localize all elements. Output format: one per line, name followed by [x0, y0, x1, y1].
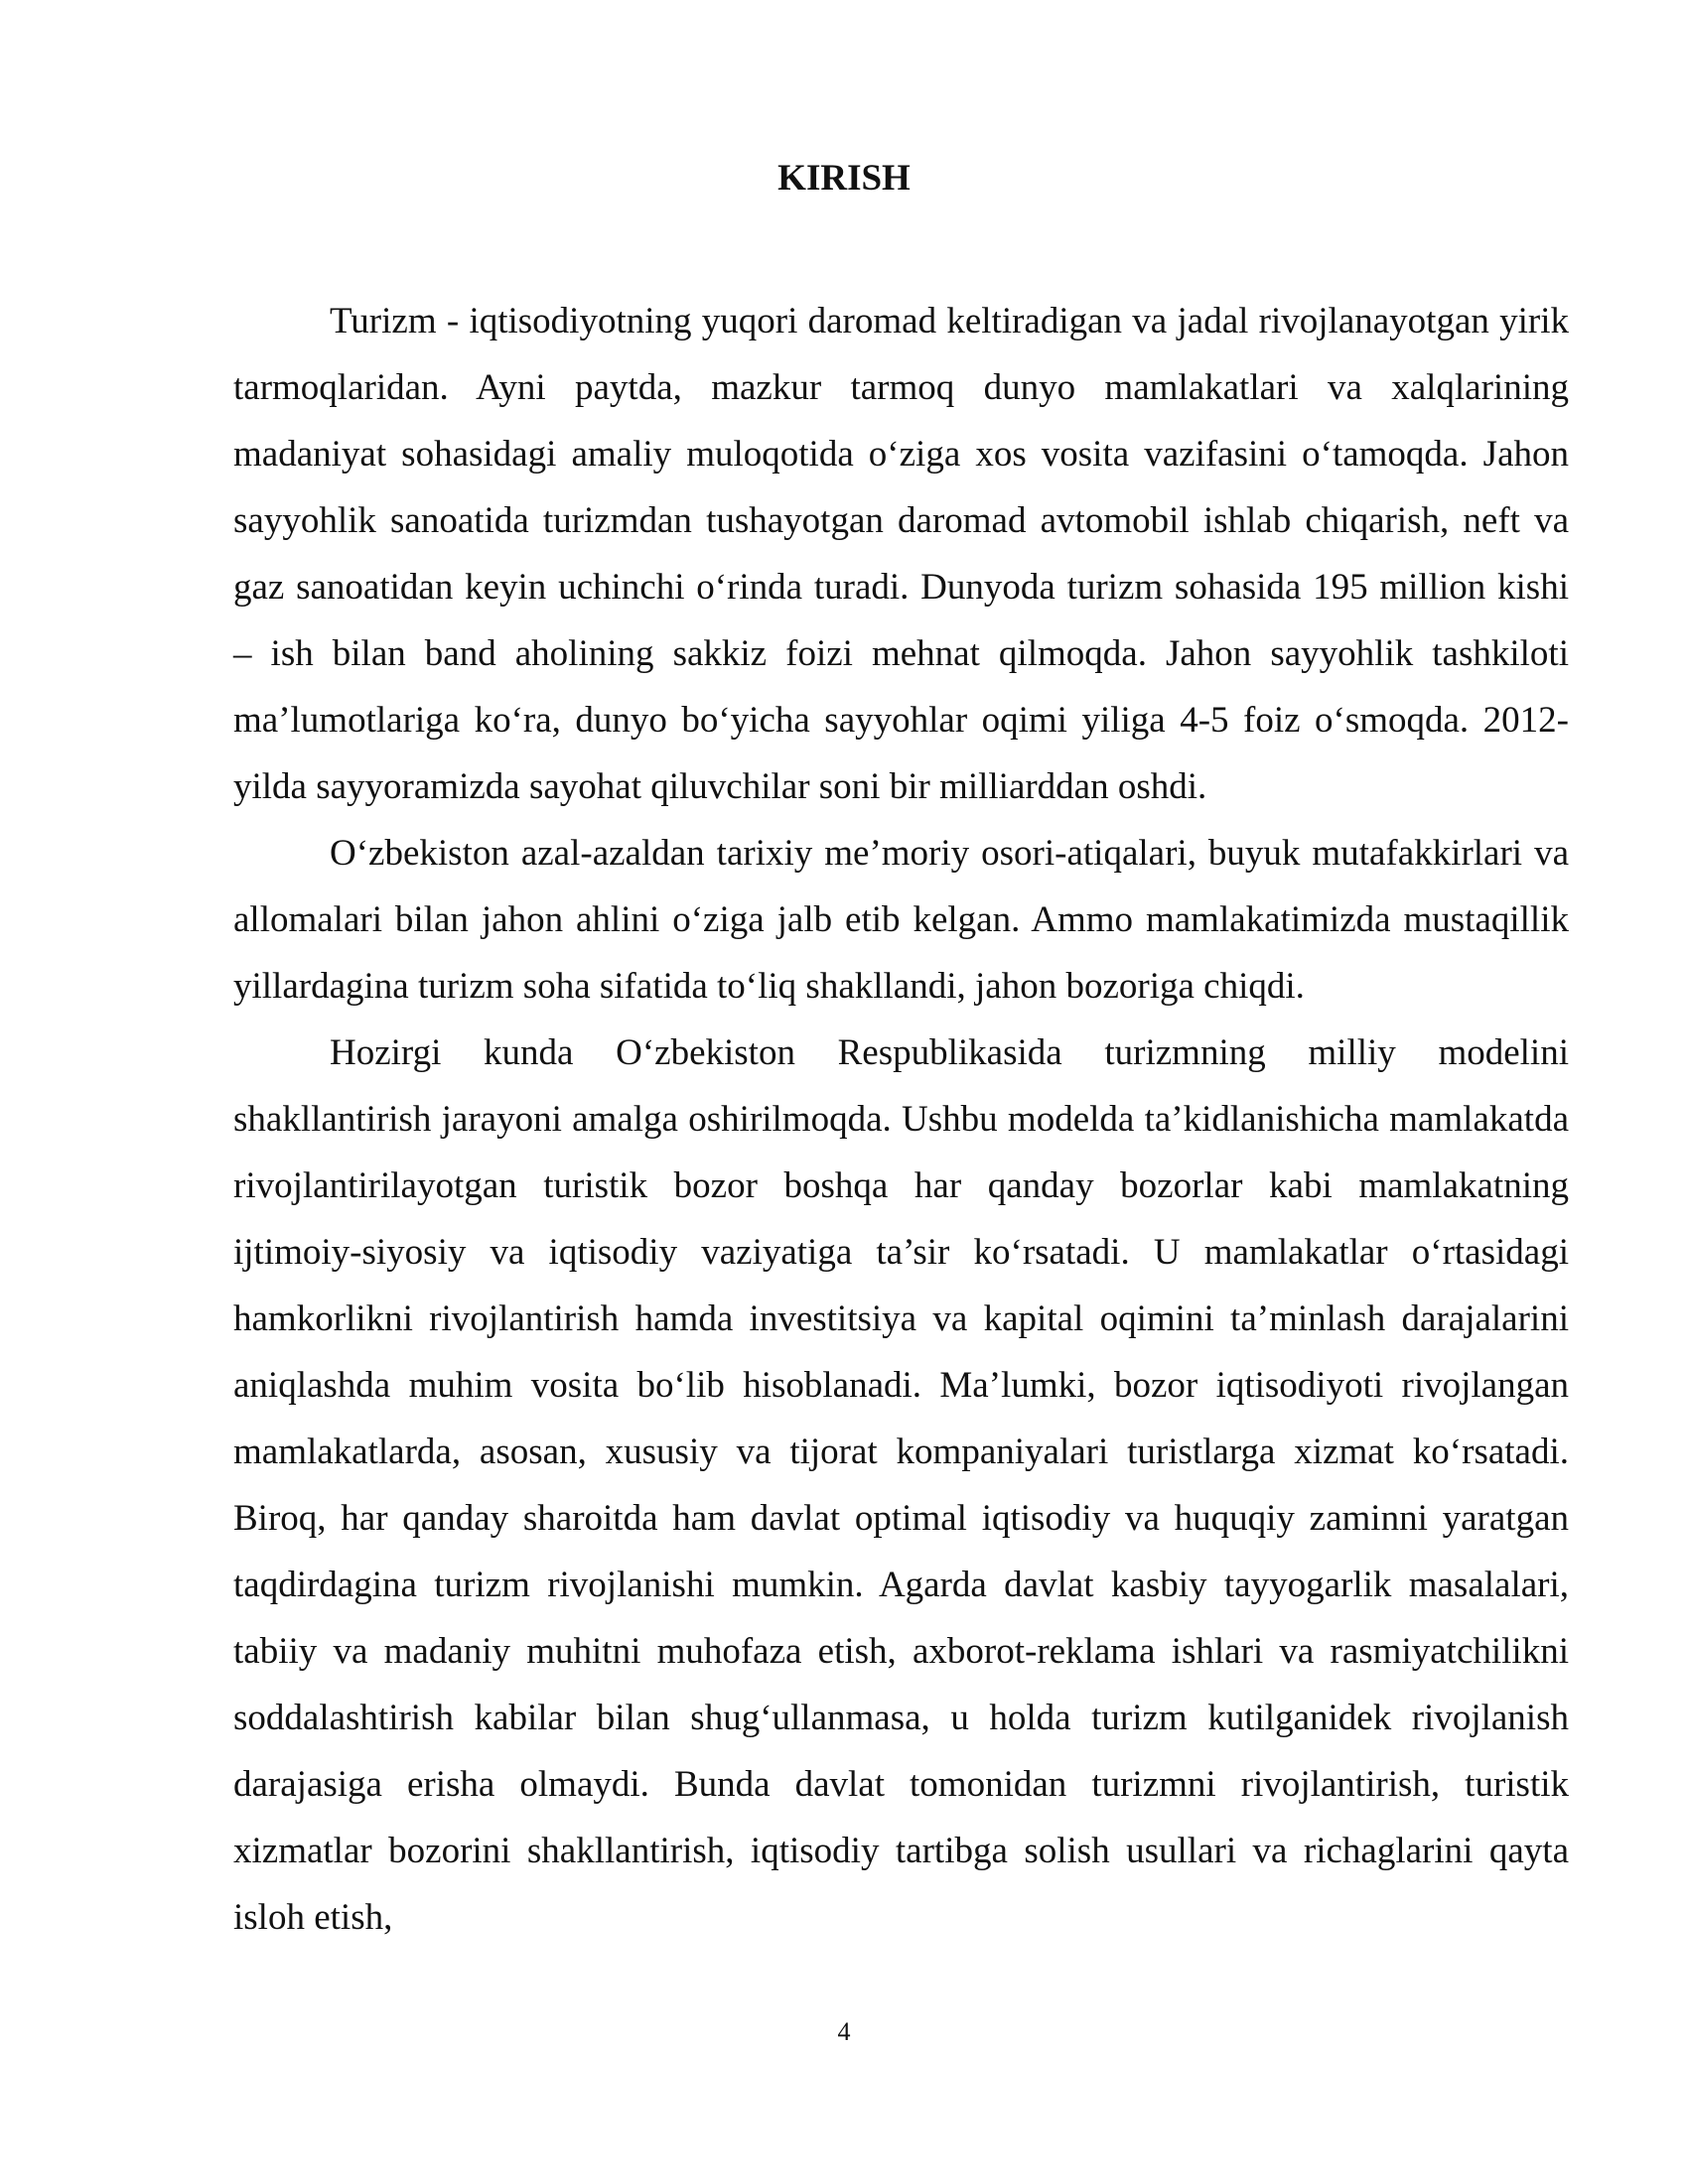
paragraph-3: Hozirgi kunda O‘zbekiston Respublikasida turizmning milliy modelini shakllantirish jarayoni amalga oshirilmoqda. Ushbu modelda ta’kidlanishicha mamlakatda rivojlantirilayotgan turistik bozor boshqa har qanday bozorlar kabi mamlakatning ijtimoiy-siyosiy va iqtisodiy vaziyatiga ta’sir ko‘rsatadi. U mamlakatlar o‘rtasidagi hamkorlikni rivojlantirish hamda investitsiya va kapital oqimini ta’minlash darajalarini aniqlashda muhim vosita bo‘lib hisoblanadi. Ma’lumki, bozor iqtisodiyoti rivojlangan mamlakatlarda, asosan, xususiy va tijorat kompaniyalari turistlarga xizmat ko‘rsatadi. Biroq, har qanday sharoitda ham davlat optimal iqtisodiy va huquqiy zaminni yaratgan taqdirdagina turizm rivojlanishi mumkin. Agarda davlat kasbiy tayyogarlik masalalari, tabiiy va madaniy muhitni muhofaza etish, axborot-reklama ishlari va rasmiyatchilikni soddalashtirish kabilar bilan shug‘ullanmasa, u holda turizm kutilganidek rivojlanish darajasiga erisha olmaydi. Bunda davlat tomonidan turizmni rivojlantirish, turistik xizmatlar bozorini shakllantirish, iqtisodiy tartibga solish usullari va richaglarini qayta isloh etish, [233, 1032, 1569, 1938]
paragraph-2: O‘zbekiston azal-azaldan tarixiy me’moriy osori-atiqalari, buyuk mutafakkirlari va allomalari bilan jahon ahlini o‘ziga jalb etib kelgan. Ammo mamlakatimizda mustaqillik yillardagina turizm soha sifatida to‘liq shakllandi, jahon bozoriga chiqdi. [233, 833, 1569, 1007]
paragraph-1: Turizm - iqtisodiyotning yuqori daromad keltiradigan va jadal rivojlanayotgan yirik tarmoqlaridan. Ayni paytda, mazkur tarmoq dunyo mamlakatlari va xalqlarining madaniyat sohasidagi amaliy muloqotida o‘ziga xos vosita vazifasini o‘tamoqda. Jahon sayyohlik sanoatida turizmdan tushayotgan daromad avtomobil ishlab chiqarish, neft va gaz sanoatidan keyin uchinchi o‘rinda turadi. Dunyoda turizm sohasida 195 million kishi – ish bilan band aholining sakkiz foizi mehnat qilmoqda. Jahon sayyohlik tashkiloti ma’lumotlariga ko‘ra, dunyo bo‘yicha sayyohlar oqimi yiliga 4-5 foiz o‘smoqda. 2012-yilda sayyoramizda sayohat qiluvchilar soni bir milliarddan oshdi. [233, 301, 1569, 807]
body-text [233, 288, 1569, 1951]
page-number: 4 [837, 2017, 851, 2046]
section-title: KIRISH [777, 158, 911, 199]
